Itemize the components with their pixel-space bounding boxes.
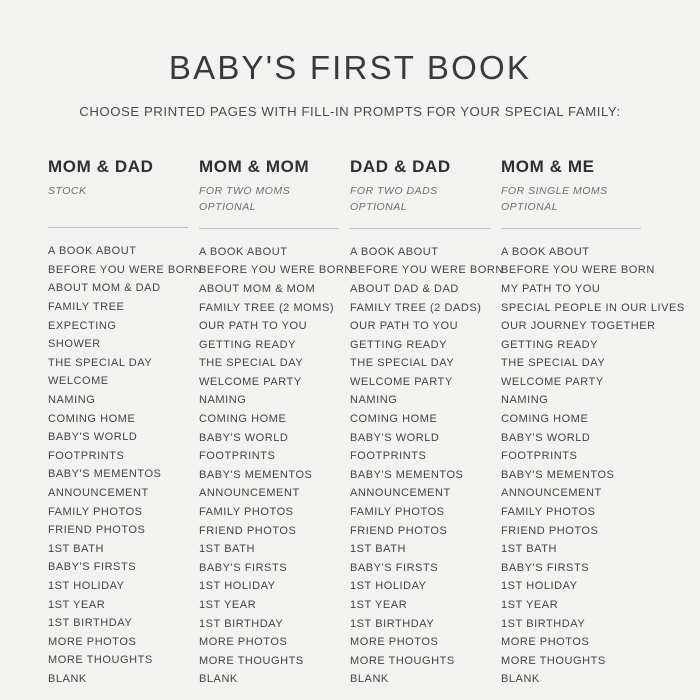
page-option-item: BABY'S FIRSTS [350,561,439,574]
page-option-item: MORE PHOTOS [350,636,439,649]
column-title: MOM & ME [501,157,595,177]
option-column-mom-and-me [501,157,685,689]
page-option-item: BABY'S WORLD [501,431,591,444]
page-option-item: 1ST HOLIDAY [48,579,125,592]
page-option-item: BLANK [48,672,87,685]
page-option-item: MORE THOUGHTS [501,654,606,667]
page-option-item: 1ST BIRTHDAY [199,617,284,630]
column-divider [501,228,641,229]
page-option-item: A BOOK ABOUT [48,245,137,258]
page-option-item: MORE PHOTOS [199,636,288,649]
column-title: DAD & DAD [350,157,451,177]
page-option-item: BABY'S FIRSTS [199,561,288,574]
page-option-item: EXPECTING [48,319,117,332]
page-option-item: FAMILY PHOTOS [350,506,445,519]
column-divider [48,227,188,228]
page-option-item: FRIEND PHOTOS [350,524,448,537]
page-option-item: FAMILY PHOTOS [199,506,294,519]
page-option-item: FRIEND PHOTOS [501,524,599,537]
page-option-item: 1ST YEAR [48,598,106,611]
page-option-item: WELCOME [48,375,109,388]
page-option-item: BABY'S MEMENTOS [48,468,162,481]
option-column-mom-and-dad [48,157,202,689]
column-divider [350,228,490,229]
option-column-mom-and-mom [199,157,353,689]
page-option-item: BABY'S FIRSTS [501,561,590,574]
page-option-item: ANNOUNCEMENT [350,487,451,500]
page-option-item: COMING HOME [199,413,287,426]
page-option-item: 1ST BATH [199,543,255,556]
page-option-item: OUR JOURNEY TOGETHER [501,320,656,333]
page-option-item: A BOOK ABOUT [199,245,288,258]
page-option-item: GETTING READY [501,338,598,351]
page-option-item: FAMILY TREE [48,301,125,314]
page-option-item: BABY'S MEMENTOS [501,468,615,481]
column-title: MOM & DAD [48,157,154,177]
column-subtitle: STOCK [48,185,87,198]
page-option-item: COMING HOME [48,412,136,425]
page-option-item: 1ST BIRTHDAY [501,617,586,630]
column-divider [199,228,339,229]
page-option-item: OUR PATH TO YOU [350,320,459,333]
page-option-item: 1ST YEAR [199,599,257,612]
page-option-item: MORE PHOTOS [501,636,590,649]
page-option-item: BABY'S WORLD [350,431,440,444]
page-option-item: OUR PATH TO YOU [199,320,308,333]
page-option-item: MORE THOUGHTS [199,654,304,667]
page-subtitle: CHOOSE PRINTED PAGES WITH FILL-IN PROMPTS FOR YOUR SPECIAL FAMILY: [79,104,621,120]
page-option-item: ABOUT DAD & DAD [350,282,459,295]
column-item-list [48,242,202,688]
page-option-item: 1ST BATH [501,543,557,556]
page-option-item: FOOTPRINTS [350,450,427,463]
page-option-item: GETTING READY [199,338,296,351]
page-option-item: GETTING READY [350,338,447,351]
page-option-item: NAMING [199,394,247,407]
page-option-item: WELCOME PARTY [501,375,604,388]
page-option-item: 1ST BATH [48,542,104,555]
page-option-item: BLANK [350,673,389,686]
page-option-item: SHOWER [48,338,101,351]
page-option-item: 1ST HOLIDAY [501,580,578,593]
page-option-item: BABY'S MEMENTOS [199,468,313,481]
page-option-item: MORE THOUGHTS [350,654,455,667]
page-option-item: 1ST BIRTHDAY [48,617,133,630]
option-column-dad-and-dad [350,157,504,689]
page-option-item: BEFORE YOU WERE BORN [48,263,202,276]
page-option-item: BEFORE YOU WERE BORN [199,264,353,277]
page-option-item: NAMING [501,394,549,407]
page-option-item: A BOOK ABOUT [350,245,439,258]
page-option-item: FAMILY TREE (2 DADS) [350,301,482,314]
page-option-item: BABY'S WORLD [48,431,138,444]
page-option-item: WELCOME PARTY [199,375,302,388]
page-option-item: FAMILY PHOTOS [48,505,143,518]
page-option-item: BEFORE YOU WERE BORN [501,264,655,277]
page-option-item: 1ST YEAR [501,599,559,612]
page-option-item: FRIEND PHOTOS [199,524,297,537]
page-option-item: MY PATH TO YOU [501,282,601,295]
page-option-item: NAMING [48,394,96,407]
column-item-list [199,243,353,689]
page-option-item: ANNOUNCEMENT [48,487,149,500]
page-option-item: FRIEND PHOTOS [48,524,146,537]
page-option-item: ABOUT MOM & MOM [199,282,316,295]
page-option-item: THE SPECIAL DAY [350,357,455,370]
page-option-item: FOOTPRINTS [501,450,578,463]
page-option-item: BABY'S FIRSTS [48,561,137,574]
column-title: MOM & MOM [199,157,310,177]
page-option-item: FOOTPRINTS [199,450,276,463]
page-options-columns [48,157,685,689]
column-subtitle: FOR TWO DADS OPTIONAL [350,185,438,213]
page-option-item: FAMILY TREE (2 MOMS) [199,301,335,314]
page-option-item: COMING HOME [501,413,589,426]
page-option-item: A BOOK ABOUT [501,245,590,258]
page-option-item: THE SPECIAL DAY [199,357,304,370]
page-option-item: ABOUT MOM & DAD [48,282,161,295]
page-option-item: COMING HOME [350,413,438,426]
page-option-item: BLANK [199,673,238,686]
page-option-item: NAMING [350,394,398,407]
page-option-item: 1ST YEAR [350,599,408,612]
page-option-item: THE SPECIAL DAY [48,356,153,369]
page-option-item: THE SPECIAL DAY [501,357,606,370]
page-option-item: BABY'S MEMENTOS [350,468,464,481]
column-subtitle: FOR SINGLE MOMS OPTIONAL [501,185,608,213]
page-option-item: 1ST HOLIDAY [350,580,427,593]
page-option-item: 1ST BATH [350,543,406,556]
page-option-item: BABY'S WORLD [199,431,289,444]
page-option-item: ANNOUNCEMENT [199,487,300,500]
page-option-item: ANNOUNCEMENT [501,487,602,500]
page-title: BABY'S FIRST BOOK [168,49,532,86]
page-option-item: 1ST BIRTHDAY [350,617,435,630]
page-option-item: FOOTPRINTS [48,449,125,462]
column-item-list [350,243,504,689]
page-option-item: 1ST HOLIDAY [199,580,276,593]
page-option-item: MORE THOUGHTS [48,654,153,667]
page-option-item: SPECIAL PEOPLE IN OUR LIVES [501,301,685,314]
column-subtitle: FOR TWO MOMS OPTIONAL [199,185,291,213]
page-option-item: BLANK [501,673,540,686]
page-option-item: MORE PHOTOS [48,635,137,648]
column-item-list [501,243,685,689]
page-option-item: BEFORE YOU WERE BORN [350,264,504,277]
page-option-item: WELCOME PARTY [350,375,453,388]
page-option-item: FAMILY PHOTOS [501,506,596,519]
